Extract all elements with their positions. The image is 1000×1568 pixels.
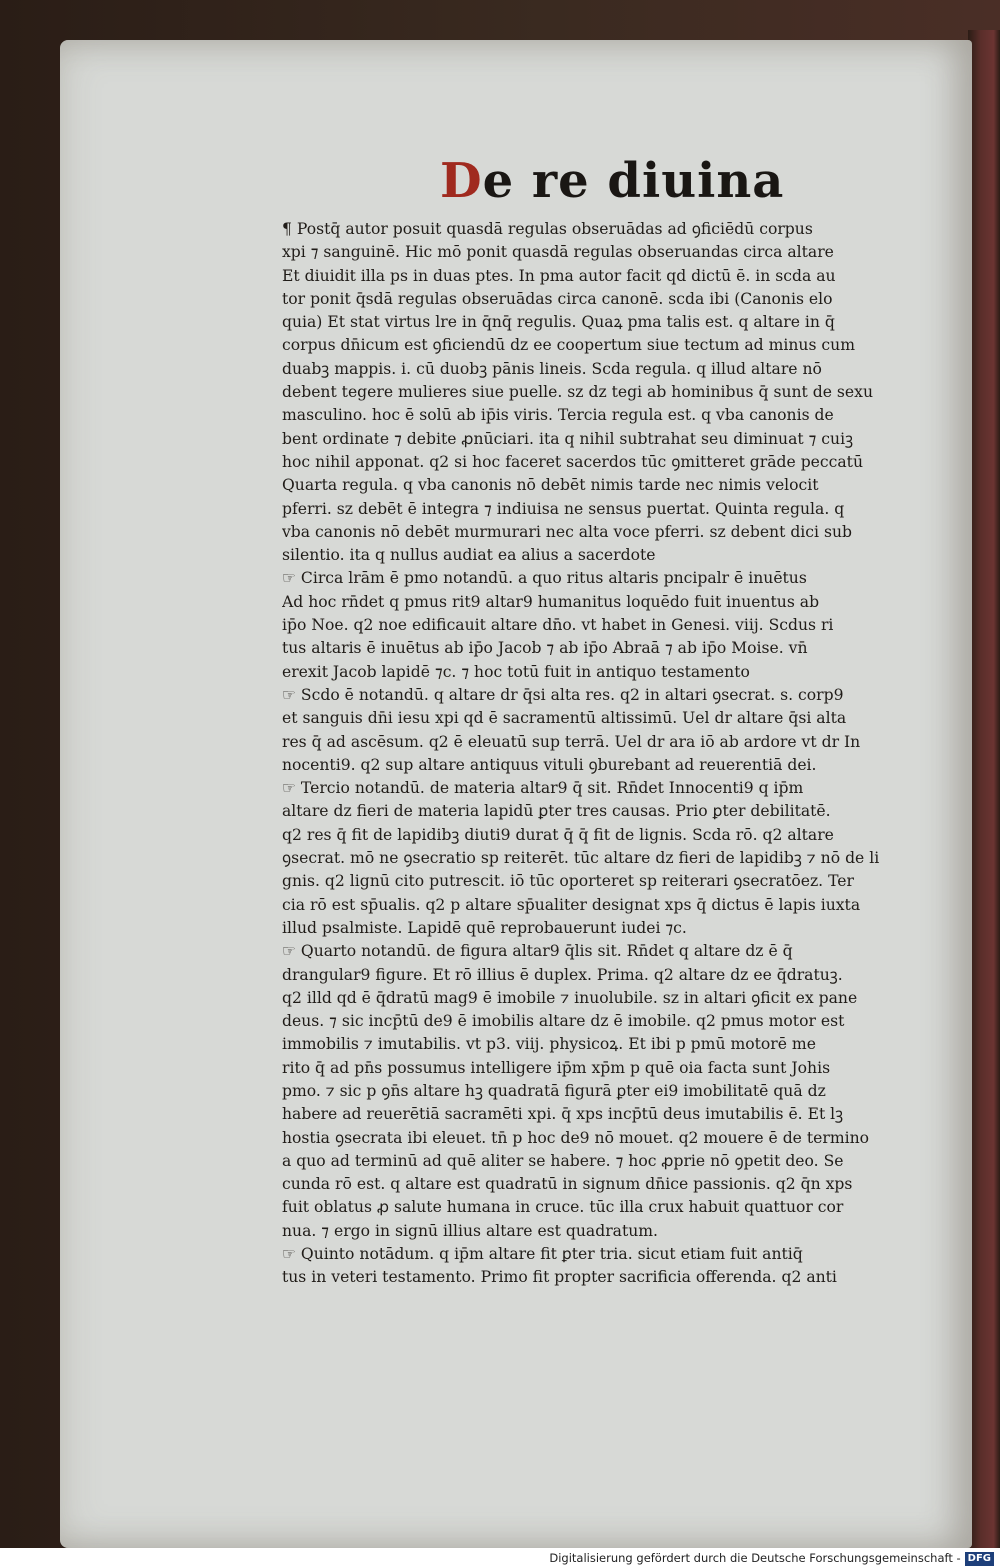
text-line: fuit oblatus ꝓ salute humana in cruce. tūc illa crux habuit quattuor cor [282,1198,844,1217]
dfg-logo: DFG [965,1552,994,1566]
text-line: tus in veteri testamento. Primo fit propter sacrificia offerenda. q2 anti [282,1268,837,1287]
text-line: gnis. q2 lignū cito putrescit. iō tūc oporteret sp reiterari ꝯsecratōez. Ter [282,872,854,891]
page-heading [440,150,785,212]
text-line: cunda rō est. q altare est quadratū in signum dn̄ice passionis. q2 q̄n xps [282,1175,853,1194]
text-line: masculino. hoc ē solū ab ip̄is viris. Tercia regula est. q vba canonis de [282,406,834,425]
text-line: immobilis ⁊ imutabilis. vt p3. viij. physicoꝝ. Et ibi p pmū motorē me [282,1035,816,1054]
text-line: Et diuidit illa ps in duas ptes. In pma autor facit qd dictū ē. in scda au [282,266,836,285]
text-line: tor ponit q̄sdā regulas obseruādas circa canonē. scda ibi (Canonis elo [282,289,833,308]
footer-credit: Digitalisierung gefördert durch die Deutsche Forschungsgemeinschaft - [549,1551,961,1565]
text-line: bent ordinate ⁊ debite ꝓnūciari. ita q nihil subtrahat seu diminuat ⁊ cuiꝫ [282,429,854,448]
text-line: vba canonis nō debēt murmurari nec alta voce pferri. sz debent dici sub [282,522,853,541]
text-line: ☞ Quarto notandū. de figura altar9 q̄lis sit. Rn̄det q altare dz ē q̄ [282,942,793,961]
text-line: ☞ Scdo ē notandū. q altare dr q̄si alta res. q2 in altari ꝯsecrat. s. corp9 [282,685,844,704]
text-line: xpi ⁊ sanguinē. Hic mō ponit quasdā regulas obseruandas circa altare [282,243,834,262]
text-line: ☞ Circa lrām ē pmo notandū. a quo ritus altaris pncipalr ē inuētus [282,569,807,588]
text-line: deus. ⁊ sic incp̄tū de9 ē imobilis altare dz ē imobile. q2 pmus motor est [282,1012,845,1031]
text-line: ☞ Quinto notādum. q ip̄m altare fit ꝑter tria. sicut etiam fuit antiq̄ [282,1245,803,1264]
text-line: debent tegere mulieres siue puelle. sz dz tegi ab hominibus q̄ sunt de sexu [282,383,873,402]
text-line: erexit Jacob lapidē ⁊c. ⁊ hoc totū fuit in antiquo testamento [282,662,750,681]
text-line: duabꝫ mappis. i. cū duobꝫ pānis lineis. Scda regula. q illud altare nō [282,359,822,378]
text-line: Quarta regula. q vba canonis nō debēt nimis tarde nec nimis velocit [282,476,819,495]
text-line: a quo ad terminū ad quē aliter se habere. ⁊ hoc ꝓprie nō ꝯpetit deo. Se [282,1151,844,1170]
text-line: rito q̄ ad pn̄s possumus intelligere ip̄m xp̄m p quē oia facta sunt Johis [282,1058,831,1077]
text-line: Ad hoc rn̄det q pmus rit9 altar9 humanitus loquēdo fuit inuentus ab [282,592,820,611]
footer-bar [0,1548,1000,1568]
text-line: hoc nihil apponat. q2 si hoc faceret sacerdos tūc ꝯmitteret grāde peccatū [282,452,863,471]
text-line: corpus dn̄icum est ꝯficiendū dz ee coopertum siue tectum ad minus cum [282,336,855,355]
book-edge [968,30,1000,1550]
heading-rest: e re diuina [482,153,785,209]
body-text [282,218,922,1290]
text-line: silentio. ita q nullus audiat ea alius a sacerdote [282,546,656,565]
text-line: illud psalmiste. Lapidē quē reprobauerunt iudei ⁊c. [282,918,687,937]
text-line: altare dz fieri de materia lapidū ꝑter tres causas. Prio ꝑter debilitatē. [282,802,831,821]
text-line: cia rō est sp̄ualis. q2 p altare sp̄ualiter designat xps q̄ dictus ē lapis iuxta [282,895,861,914]
text-line: drangular9 figure. Et rō illius ē duplex. Prima. q2 altare dz ee q̄dratuꝫ. [282,965,843,984]
text-line: pferri. sz debēt ē integra ⁊ indiuisa ne sensus puertat. Quinta regula. q [282,499,845,518]
text-line: et sanguis dn̄i iesu xpi qd ē sacramentū altissimū. Uel dr altare q̄si alta [282,709,847,728]
text-line: quia) Et stat virtus lre in q̄nq̄ regulis. Quaꝝ pma talis est. q altare in q̄ [282,313,835,332]
text-line: nua. ⁊ ergo in signū illius altare est quadratum. [282,1221,659,1240]
text-line: ꝯsecrat. mō ne ꝯsecratio sp reiterēt. tūc altare dz fieri de lapidibꝫ ⁊ nō de li [282,849,880,868]
text-line: res q̄ ad ascēsum. q2 ē eleuatū sup terrā. Uel dr ara iō ab ardore vt dr In [282,732,861,751]
text-line: q2 res q̄ fit de lapidibꝫ diuti9 durat q̄ q̄ fit de lignis. Scda rō. q2 altare [282,825,834,844]
text-line: ¶ Postq̄ autor posuit quasdā regulas obseruādas ad ꝯficiēdū corpus [282,220,813,238]
text-line: q2 illd qd ē q̄dratū mag9 ē imobile ⁊ inuolubile. sz in altari ꝯficit ex pane [282,988,858,1007]
text-line: ☞ Tercio notandū. de materia altar9 q̄ sit. Rn̄det Innocenti9 q ip̄m [282,779,804,798]
heading-initial: D [440,153,483,209]
text-line: pmo. ⁊ sic p ꝯn̄s altare hꝫ quadratā figurā ꝑter ei9 imobilitatē quā dz [282,1081,826,1100]
text-line: tus altaris ē inuētus ab ip̄o Jacob ⁊ ab ip̄o Abraā ⁊ ab ip̄o Moise. vn̄ [282,639,808,658]
text-line: ip̄o Noe. q2 noe edificauit altare dn̄o. vt habet in Genesi. viij. Scdus ri [282,616,834,635]
text-line: nocenti9. q2 sup altare antiquus vituli ꝯburebant ad reuerentiā dei. [282,755,817,774]
text-line: habere ad reuerētiā sacramēti xpi. q̄ xps incp̄tū deus imutabilis ē. Et lꝫ [282,1105,844,1124]
text-line: hostia ꝯsecrata ibi eleuet. tn̄ p hoc de9 nō mouet. q2 mouere ē de termino [282,1128,870,1147]
